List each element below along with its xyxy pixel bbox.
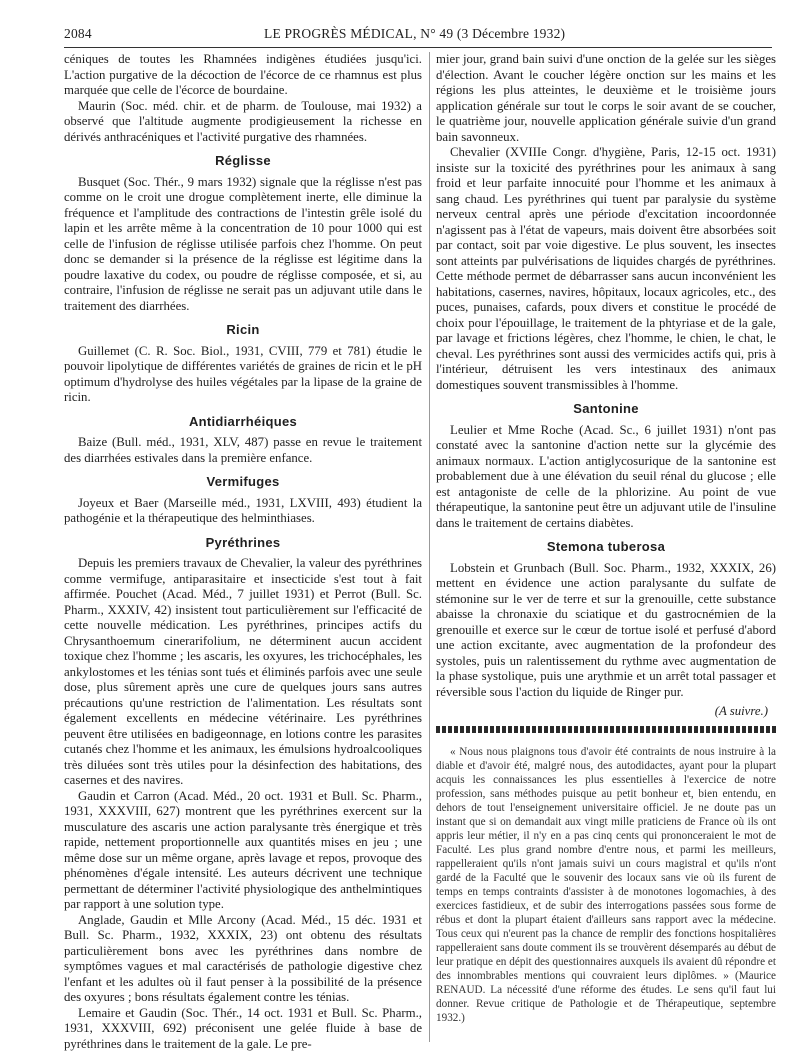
to-be-continued: (A suivre.) — [436, 704, 768, 720]
heading-ricin: Ricin — [64, 322, 422, 338]
paragraph-intro: céniques de toutes les Rhamnées indigènes étudiées jusqu'ici. L'action purgative de la décoction de l'écorce de ce rhamnus est plus marquée que celle de l'écorce de bourdaine. — [64, 52, 422, 99]
quotation-block — [436, 745, 776, 1025]
journal-title: LE PROGRÈS MÉDICAL, N° 49 (3 Décembre 1932) — [264, 26, 565, 42]
dashed-separator — [436, 726, 776, 733]
paragraph-gaudin: Gaudin et Carron (Acad. Méd., 20 oct. 1931 et Bull. Sc. Pharm., 1931, XXXVIII, 627) montrent que les pyréthrines exercent sur la musculature des ascaris une action paralysante très énergique et très rapide, nettement proportionnelle aux quantités mises en jeu ; une même dose sur un même organe, après lavage et repos, provoque des phénomènes d'égale intensité. Les auteurs décrivent une technique permettant de déterminer l'activité physiologique des anthelmintiques par rapport à une solution type. — [64, 789, 422, 913]
paragraph-guillemet: Guillemet (C. R. Soc. Biol., 1931, CVIII, 779 et 781) étudie le pouvoir lipolytique de différentes variétés de graines de ricin et le pH optimum d'hydrolyse des huiles végétales par la lipase de la graine de ricin. — [64, 344, 422, 406]
heading-vermifuges: Vermifuges — [64, 474, 422, 490]
right-column — [436, 52, 776, 1025]
heading-stemona: Stemona tuberosa — [436, 539, 776, 555]
left-column — [64, 52, 422, 1052]
paragraph-joyeux: Joyeux et Baer (Marseille méd., 1931, LXVIII, 493) étudient la pathogénie et la thérapeutique des helminthiases. — [64, 496, 422, 527]
column-divider — [429, 52, 430, 1042]
paragraph-baize: Baize (Bull. méd., 1931, XLV, 487) passe en revue le traitement des diarrhées estivales dans la première enfance. — [64, 435, 422, 466]
quotation-text: « Nous nous plaignons tous d'avoir été contraints de nous instruire à la diable et d'avoir été, malgré nous, des autodidactes, ayant pour la plupart acquis les connaissances les plus essentielles à l'exercice de notre profession, sans méthodes puisque au petit bonheur et, bien entendu, en dehors de tout l'enseignement universitaire officiel. Je ne doute pas un instant que si on demandait aux vingt mille praticiens de France où ils ont appris leur métier, il n'y en a pas cinq cents qui prononceraient le mot de Faculté. Les plus grand nombre d'entre nous, et parmi les meilleurs, rappelleraient qu'ils n'ont jamais suivi un cours magistral et qu'ils n'ont gardé de la Faculté que le souvenir des locaux sans vie où ils furent de temps en temps contraints d'assister à de monotones logomachies, à des exercices fastidieux, et de subir des interrogations passées sous forme de rébus et dont la plupart étaient d'ailleurs sans rapport avec la médecine. Tous ceux qui n'eurent pas la chance de remplir des fonctions hospitalières rappelleraient sans doute comment ils se trouvèrent désemparés au début de leur pratique en dépit des questionnaires auxquels ils avaient dû répondre et des innombrables mentions qui couvraient leurs diplômes. » (Maurice RENAUD. La nécessité d'une réforme des études. Le sens qu'il faut lui donner. Revue critique de Pathologie et de Thérapeutique, septembre 1932.) — [436, 745, 776, 1025]
paragraph-lobstein: Lobstein et Grunbach (Bull. Soc. Pharm., 1932, XXXIX, 26) mettent en évidence une action paralysante du sulfate de stémonine sur le ver de terre et sur la grenouille, cette substance abaisse la chronaxie du sciatique et du gastrocnémien de la grenouille et exerce sur le cœur de tortue isolé et perfusé d'abord une action excitante, avec augmentation de la profondeur des systoles, puis un ralentissement du rythme avec augmentation de la phase systolique, puis une arythmie et un arrêt total passager et réversible sous l'action du liquide de Ringer pur. — [436, 561, 776, 701]
page-header — [64, 26, 766, 48]
paragraph-leulier: Leulier et Mme Roche (Acad. Sc., 6 juillet 1931) n'ont pas constaté avec la santonine d'action nette sur la glycémie des animaux normaux. L'action antiglycosurique de la santonine est probablement due à une élévation du seuil rénal du glucose ; elle est antagoniste de celle de la phlorizine. Au point de vue thérapeutique, la santonine peut être un adjuvant utile de l'insuline dans le traitement de certains diabètes. — [436, 423, 776, 532]
heading-reglisse: Réglisse — [64, 153, 422, 169]
paragraph-pyrethrines: Depuis les premiers travaux de Chevalier, la valeur des pyréthrines comme vermifuge, antiparasitaire et insecticide s'est tout à fait affirmée. Pouchet (Acad. Méd., 7 juillet 1931) et Perrot (Bull. Sc. Pharm., XXXIV, 42) insistent tout particulièrement sur l'efficacité de cette nouvelle médication. Les pyréthrines, principes actifs du Chrysanthoemum cinerarifolium, ne déterminent aucun accident toxique chez l'homme ; les ascaris, les oxyures, les trichocéphales, les ankylostomes et les ténias sont tués et éliminés parfois avec une seule dose, plus sûrement après une cure de quelques jours sans autres précautions qu'une restriction de l'alimentation. Les résultats sont également excellents en médecine vétérinaire. Les pyréthrines peuvent être utilisées en badigeonnage, en lotions contre les parasites cutanés chez l'homme et les animaux, les émulsions hydroalcooliques très diluées sont très utiles pour la désinfection des habitations, des casernes et des navires. — [64, 556, 422, 789]
header-rule — [64, 47, 772, 48]
paragraph-anglade: Anglade, Gaudin et Mlle Arcony (Acad. Méd., 15 déc. 1931 et Bull. Sc. Pharm., 1932, XXXIX, 23) ont obtenu des résultats particulièrement bons avec les pyréthrines dans nombre de symptômes vagues et mal caractérisés de pathologie digestive chez l'enfant et les adultes où il faut penser à la possibilité de la présence des oxyures ; bons résultats également contre les ténias. — [64, 913, 422, 1006]
paragraph-lemaire: Lemaire et Gaudin (Soc. Thér., 14 oct. 1931 et Bull. Sc. Pharm., 1931, XXXVIII, 692) préconisent une gelée fluide à base de pyréthrines dans le traitement de la gale. Le pre- — [64, 1006, 422, 1052]
paragraph-continuation: mier jour, grand bain suivi d'une onction de la gelée sur les sièges d'élection. Avant le coucher légère onction sur les mains et les régions les plus atteintes, le deuxième et le troisième jours application générale sur tout le corps le soir avant de se coucher, le quatrième jour, nouvelle application générale suivie d'un grand bain savonneux. — [436, 52, 776, 145]
paragraph-chevalier: Chevalier (XVIIIe Congr. d'hygiène, Paris, 12-15 oct. 1931) insiste sur la toxicité des pyréthrines pour les animaux à sang froid et leur parfaite innocuité pour l'homme et les animaux à sang chaud. Les pyréthrines qui tuent par paralysie du système nerveux central après une période d'excitation incoordonnée n'agissent pas à l'état de vapeurs, mais doivent être absorbées soit par contact, soit par voie digestive. Le plus souvent, les insectes sont atteints par pulvérisations de liquides chargés de pyréthrines. Cette méthode permet de débarrasser sans aucun inconvénient les habitations, casernes, navires, hôpitaux, locaux agricoles, etc., des puces, punaises, cafards, poux divers et constitue le procédé de choix pour l'épouillage, le traitement de la phtyriase et de la gale, par lavage et frictions légères, chez l'homme, le chien, le chat, le cheval. Les pyréthrines sont aussi des vermicides actifs qui, pris à l'intérieur, détruisent les vers intestinaux des animaux domestiques souvent transmissibles à l'homme. — [436, 145, 776, 393]
heading-pyrethrines: Pyréthrines — [64, 535, 422, 551]
paragraph-maurin: Maurin (Soc. méd. chir. et de pharm. de Toulouse, mai 1932) a observé que l'altitude augmente prodigieusement la richesse en dérivés anthracéniques et l'activité purgative des rhamnées. — [64, 99, 422, 146]
page-number: 2084 — [64, 26, 92, 42]
heading-antidiarrheiques: Antidiarrhéiques — [64, 414, 422, 430]
paragraph-busquet: Busquet (Soc. Thér., 9 mars 1932) signale que la réglisse n'est pas comme on le croit une drogue complètement inerte, elle diminue la fréquence et l'amplitude des contractions de l'intestin grêle isolé du lapin et les arrête même à la concentration de 10 pour 1000 qui est celle de l'infusion de réglisse utilisée parfois chez l'homme. On peut donc se demander si la présence de la réglisse est légitime dans la poudre laxative du codex, ou poudre de réglisse composée, et si, au contraire, l'infusion de réglisse ne serait pas un adjuvant utile dans le traitement des diarrhées. — [64, 175, 422, 315]
heading-santonine: Santonine — [436, 401, 776, 417]
